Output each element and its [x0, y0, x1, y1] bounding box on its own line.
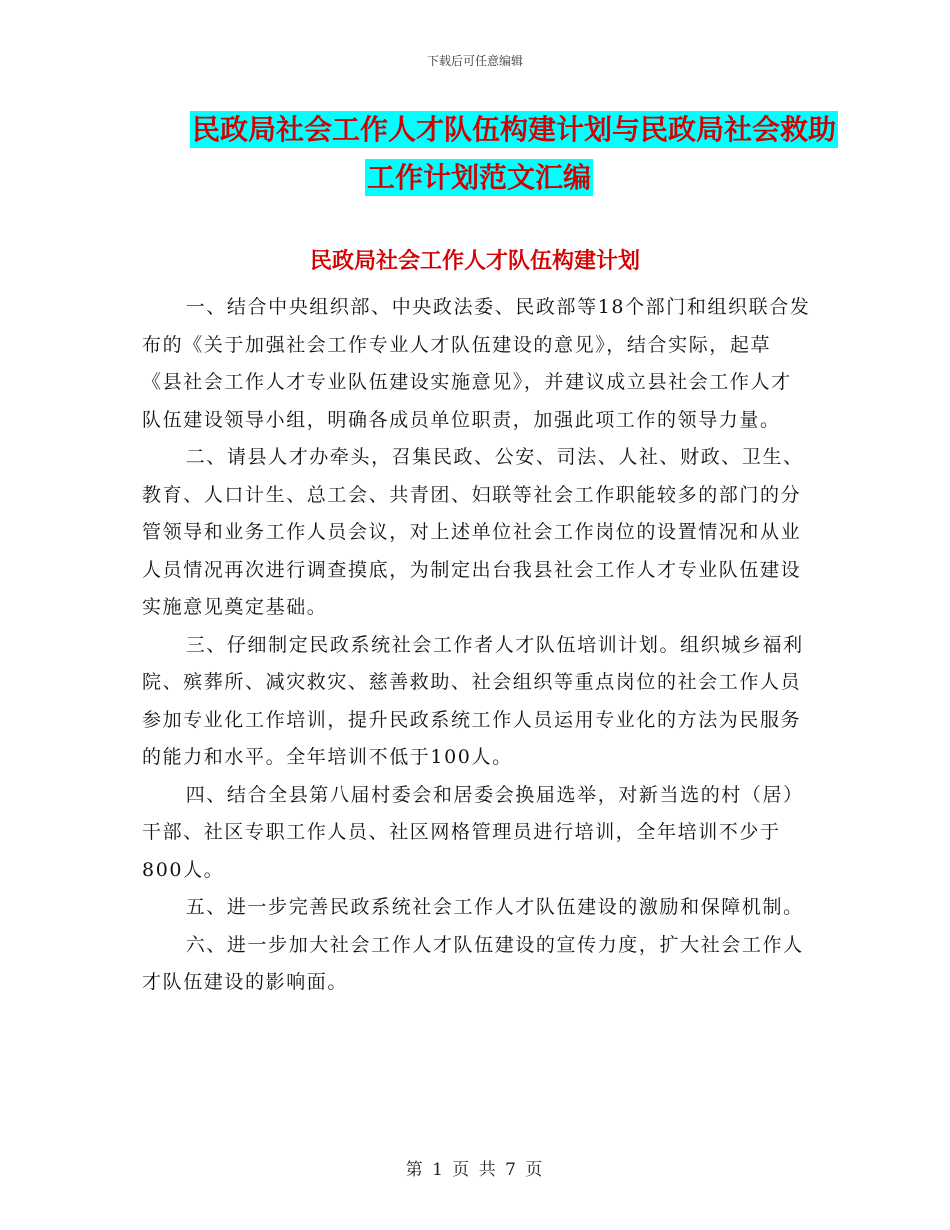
document-title-line2: 工作计划范文汇编	[367, 161, 592, 194]
page-number: 第 1 页 共 7 页	[405, 1160, 545, 1180]
paragraph-1: 一、结合中央组织部、中央政法委、民政部等18个部门和组织联合发布的《关于加强社会工作专业人才队伍建设的意见》，结合实际，起草《县社会工作人才专业队伍建设实施意见》，并建议成立县社会工作人才队伍建设领导小组，明确各成员单位职责，加强此项工作的领导力量。	[142, 296, 811, 431]
paragraph-6: 六、进一步加大社会工作人才队伍建设的宣传力度，扩大社会工作人才队伍建设的影响面。	[142, 933, 804, 993]
paragraph-4: 四、结合全县第八届村委会和居委会换届选举，对新当选的村（居）干部、社区专职工作人员、社区网格管理员进行培训，全年培训不少于800人。	[142, 783, 804, 881]
paragraph-2: 二、请县人才办牵头，召集民政、公安、司法、人社、财政、卫生、教育、人口计生、总工会、共青团、妇联等社会工作职能较多的部门的分管领导和业务工作人员会议，对上述单位社会工作岗位的设置情况和从业人员情况再次进行调查摸底，为制定出台我县社会工作人才专业队伍建设实施意见奠定基础。	[142, 446, 804, 618]
paragraph-3: 三、仔细制定民政系统社会工作者人才队伍培训计划。组织城乡福利院、殡葬所、减灾救灾、慈善救助、社会组织等重点岗位的社会工作人员参加专业化工作培训，提升民政系统工作人员运用专业化的方法为民服务的能力和水平。全年培训不低于100人。	[142, 633, 804, 768]
document-title	[190, 106, 837, 202]
document-body	[142, 289, 812, 1002]
document-title-line1: 民政局社会工作人才队伍构建计划与民政局社会救助	[192, 113, 837, 146]
paragraph-5: 五、进一步完善民政系统社会工作人才队伍建设的激励和保障机制。	[185, 896, 804, 918]
section-title: 民政局社会工作人才队伍构建计划	[309, 249, 640, 274]
header-note: 下载后可任意编辑	[426, 54, 523, 68]
